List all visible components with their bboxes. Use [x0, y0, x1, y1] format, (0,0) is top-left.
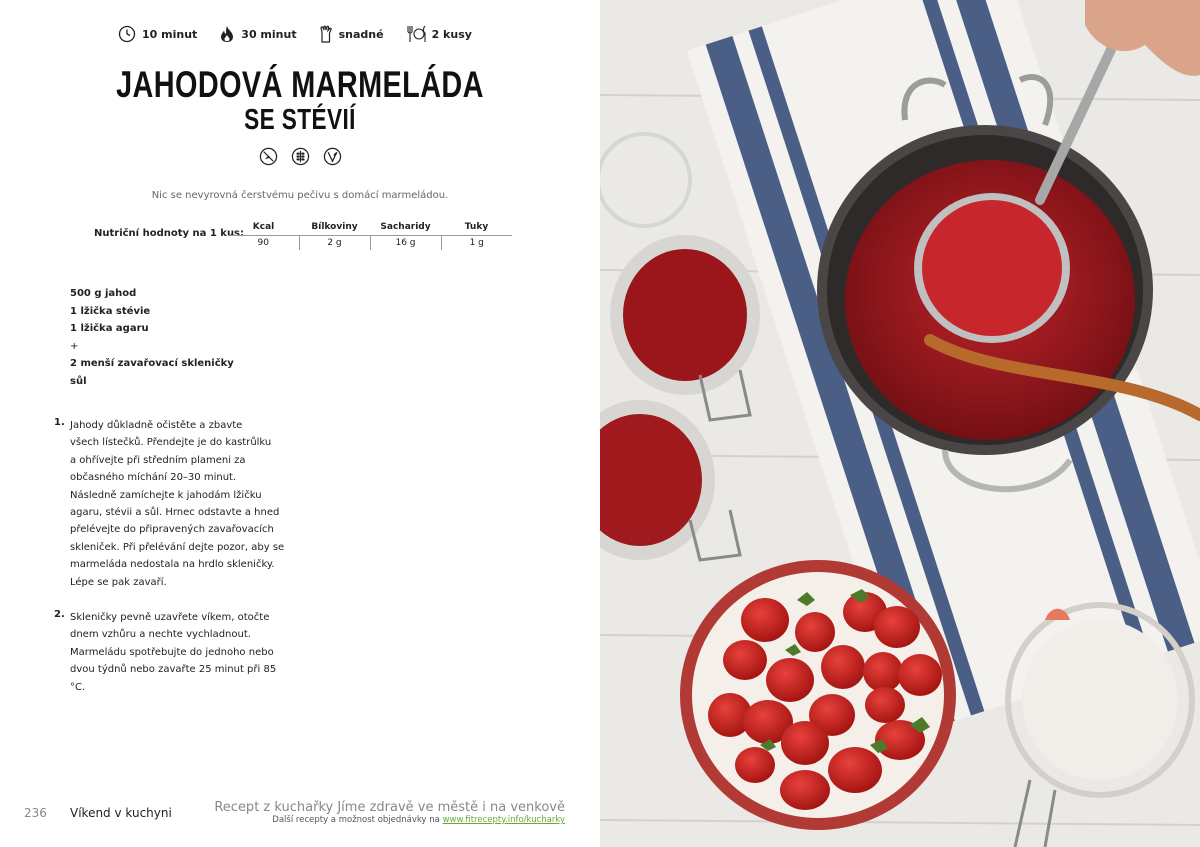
- step-line: a ohřívejte při středním plameni za: [70, 454, 246, 466]
- recipe-title: JAHODOVÁ MARMELÁDA: [116, 64, 484, 105]
- ingredient-item: 500 g jahod: [70, 288, 137, 299]
- step-line: Následně zamíchejte k jahodám lžičku: [70, 489, 262, 501]
- ingredients-list: [70, 285, 234, 390]
- order-text: Další recepty a možnost objednávky na: [272, 815, 440, 825]
- vegan-icon: [323, 147, 342, 166]
- nutrition-value: 90: [228, 235, 299, 250]
- step-line: marmeláda nedostala na hrdlo skleničky.: [70, 559, 275, 571]
- nutrition-label: Nutriční hodnoty na 1 kus:: [94, 228, 245, 239]
- step-line: dnem vzhůru a nechte vychladnout.: [70, 629, 251, 641]
- cook-time: [219, 25, 296, 43]
- strawberry-bowl: [680, 560, 956, 830]
- step-text: [70, 417, 285, 591]
- clock-icon: [118, 25, 136, 43]
- nutrition-value: 1 g: [469, 237, 484, 248]
- nutrition-header: Sacharidy: [370, 220, 441, 235]
- page-number: 236: [24, 806, 47, 820]
- recipe-photo: [600, 0, 1200, 847]
- diet-icons: [259, 147, 355, 166]
- gluten-free-icon: [291, 147, 310, 166]
- difficulty-value: snadné: [338, 27, 384, 41]
- section-title: Víkend v kuchyni: [70, 806, 172, 820]
- step-line: občasného míchání 20–30 minut.: [70, 472, 237, 484]
- difficulty: [319, 25, 384, 43]
- servings: [406, 25, 472, 43]
- nutrition-header: Kcal: [228, 220, 299, 235]
- recipe-intro: Nic se nevyrovná čerstvému pečivu s domácí marmeládou.: [151, 190, 449, 201]
- nutrition-header: Bílkoviny: [299, 220, 370, 235]
- nutrition-table: [228, 220, 512, 250]
- book-title: Recept z kuchařky Jíme zdravě ve městě i na venkově: [214, 800, 565, 815]
- photo-illustration: [600, 0, 1200, 847]
- ingredient-item: 1 lžička stévie: [70, 305, 151, 317]
- step-line: všech lístečků. Přendejte je do kastrůlku: [70, 437, 272, 449]
- step-line: Jahody důkladně očistěte a zbavte: [70, 420, 243, 431]
- nutrition-value: 2 g: [299, 235, 370, 250]
- step-line: Skleničky pevně uzavřete víkem, otočte: [70, 612, 270, 623]
- ingredient-item: 1 lžička agaru: [70, 323, 149, 334]
- nutrition-header: Tuky: [441, 220, 512, 235]
- step-number: 1.: [54, 417, 65, 428]
- ingredient-item: sůl: [70, 375, 87, 387]
- step-line: přelévejte do připravených zavařovacích: [70, 524, 274, 536]
- flame-icon: [219, 25, 235, 43]
- recipe-meta: [118, 25, 494, 43]
- order-link[interactable]: www.fitrecepty.info/kucharky: [442, 815, 565, 825]
- prep-time-value: 10 minut: [142, 27, 198, 41]
- step-number: 2.: [54, 609, 65, 620]
- step-line: Marmeládu spotřebujte do jednoho nebo: [70, 646, 274, 658]
- nutrition-value: 16 g: [370, 235, 441, 250]
- cutlery-icon: [406, 25, 426, 43]
- order-info: [272, 815, 565, 825]
- step-line: skleniček. Při přelévání dejte pozor, aby se: [70, 541, 285, 553]
- step-text: [70, 609, 285, 696]
- ingredient-item: 2 menší zavařovací skleničky: [70, 358, 234, 369]
- step-line: Lépe se pak zavaří.: [70, 576, 167, 588]
- cook-time-value: 30 minut: [241, 27, 297, 41]
- ingredient-item: +: [70, 340, 79, 352]
- chef-glove-icon: [319, 25, 333, 43]
- step-line: dvou týdnů nebo zavařte 25 minut při 85 °C.: [70, 664, 277, 693]
- prep-time: [118, 25, 197, 43]
- recipe-subtitle: SE STÉVIÍ: [244, 104, 356, 136]
- servings-value: 2 kusy: [431, 27, 472, 41]
- step-line: agaru, stévii a sůl. Hrnec odstavte a hned: [70, 507, 280, 519]
- no-sugar-icon: [259, 147, 278, 166]
